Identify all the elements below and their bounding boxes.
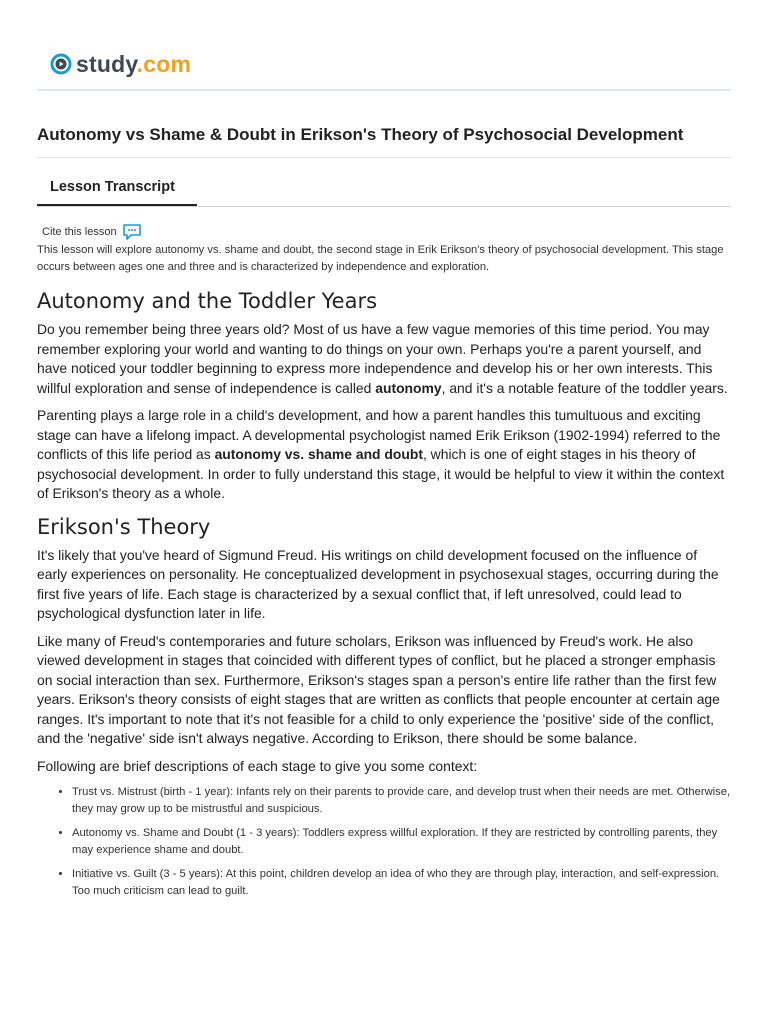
- cite-label: Cite this lesson: [42, 226, 117, 238]
- paragraph: Following are brief descriptions of each stage to give you some context:: [37, 757, 478, 774]
- study-logo[interactable]: [50, 49, 191, 79]
- text-run: , which is one of eight stages in his theory of psychosocial development. In order to fully understand this stage, it would be helpful to view it within the context of Erikson's theory as a whole.: [37, 446, 725, 501]
- text-run: Parenting plays a large role in a child's development, and how a parent handles this tumultuous and exciting stage can have a lifelong impact. A developmental psychologist named Erik Erikson (1902-1994) referred to the conflicts of this life period as: [37, 407, 721, 462]
- list-item: • Initiative vs. Guilt (3 - 5 years): At this point, children develop an idea of who they are through play, interaction, and self-expression. Too much criticism can lead to guilt.: [72, 866, 731, 900]
- logo-suffix: .com: [136, 50, 192, 77]
- logo-wordmark: [76, 51, 191, 78]
- transcript-content: [37, 286, 731, 907]
- cite-lesson-link[interactable]: [42, 223, 142, 241]
- tab-lesson-transcript[interactable]: Lesson Transcript: [50, 179, 175, 195]
- list-item: • Autonomy vs. Shame and Doubt (1 - 3 years): Toddlers express willful exploration. If they are restricted by controlling parents, they may experience shame and doubt.: [72, 825, 731, 859]
- speech-bubble-icon: [122, 223, 142, 241]
- page-title: Autonomy vs Shame & Doubt in Erikson's Theory of Psychosocial Development: [37, 125, 684, 144]
- header-divider: [37, 89, 731, 91]
- section-heading-eriksons-theory: Erikson's Theory: [37, 514, 211, 539]
- stages-list: [37, 784, 731, 900]
- list-item: • Trust vs. Mistrust (birth - 1 year): Infants rely on their parents to provide care, and develop trust when their needs are met. Otherwise, they may grow up to be mistrustful and suspicious.: [72, 784, 731, 818]
- title-divider: [37, 157, 731, 158]
- paragraph: Like many of Freud's contemporaries and future scholars, Erikson was influenced by Freud's work. He also viewed development in stages that coincided with different types of conflict, but he placed a stronger emphasis on social interaction than sex. Furthermore, Erikson's stages span a person's entire life rather than the first few years. Erikson's theory consists of eight stages that are written as conflicts that people encounter at certain age ranges. It's important to note that it's not feasible for a child to only experience the 'positive' side of the conflict, and the 'negative' side isn't always negative. According to Erikson, there should be some balance.: [37, 632, 720, 746]
- section-heading-autonomy: Autonomy and the Toddler Years: [37, 289, 378, 313]
- logo-prefix: study: [76, 50, 137, 77]
- paragraph: [37, 320, 731, 398]
- paragraph: [37, 406, 731, 504]
- term-autonomy: autonomy: [375, 379, 442, 396]
- play-circle-icon: [50, 53, 72, 75]
- text-run: Do you remember being three years old? Most of us have a few vague memories of this time period. You may remember exploring your world and wanting to do things on your own. Perhaps you're a parent yourself, and have noticed your toddler beginning to express more independence and develop his or her own interests. This willful exploration and sense of independence is called: [37, 321, 713, 396]
- paragraph: It's likely that you've heard of Sigmund Freud. His writings on child development focused on the influence of early experiences on personality. He conceptualized development in psychosexual stages, occurring during the first five years of life. Each stage is characterized by a sexual conflict that, if left unresolved, could lead to psychological dysfunction later in life.: [37, 546, 719, 621]
- lesson-intro: This lesson will explore autonomy vs. shame and doubt, the second stage in Erik Erikson's theory of psychosocial development. This stage occurs between ages one and three and is characterized by independence and exploration.: [37, 244, 724, 273]
- term-autonomy-vs-shame: autonomy vs. shame and doubt: [214, 446, 423, 462]
- tab-divider: [37, 206, 731, 207]
- text-run: , and it's a notable feature of the toddler years.: [441, 379, 728, 396]
